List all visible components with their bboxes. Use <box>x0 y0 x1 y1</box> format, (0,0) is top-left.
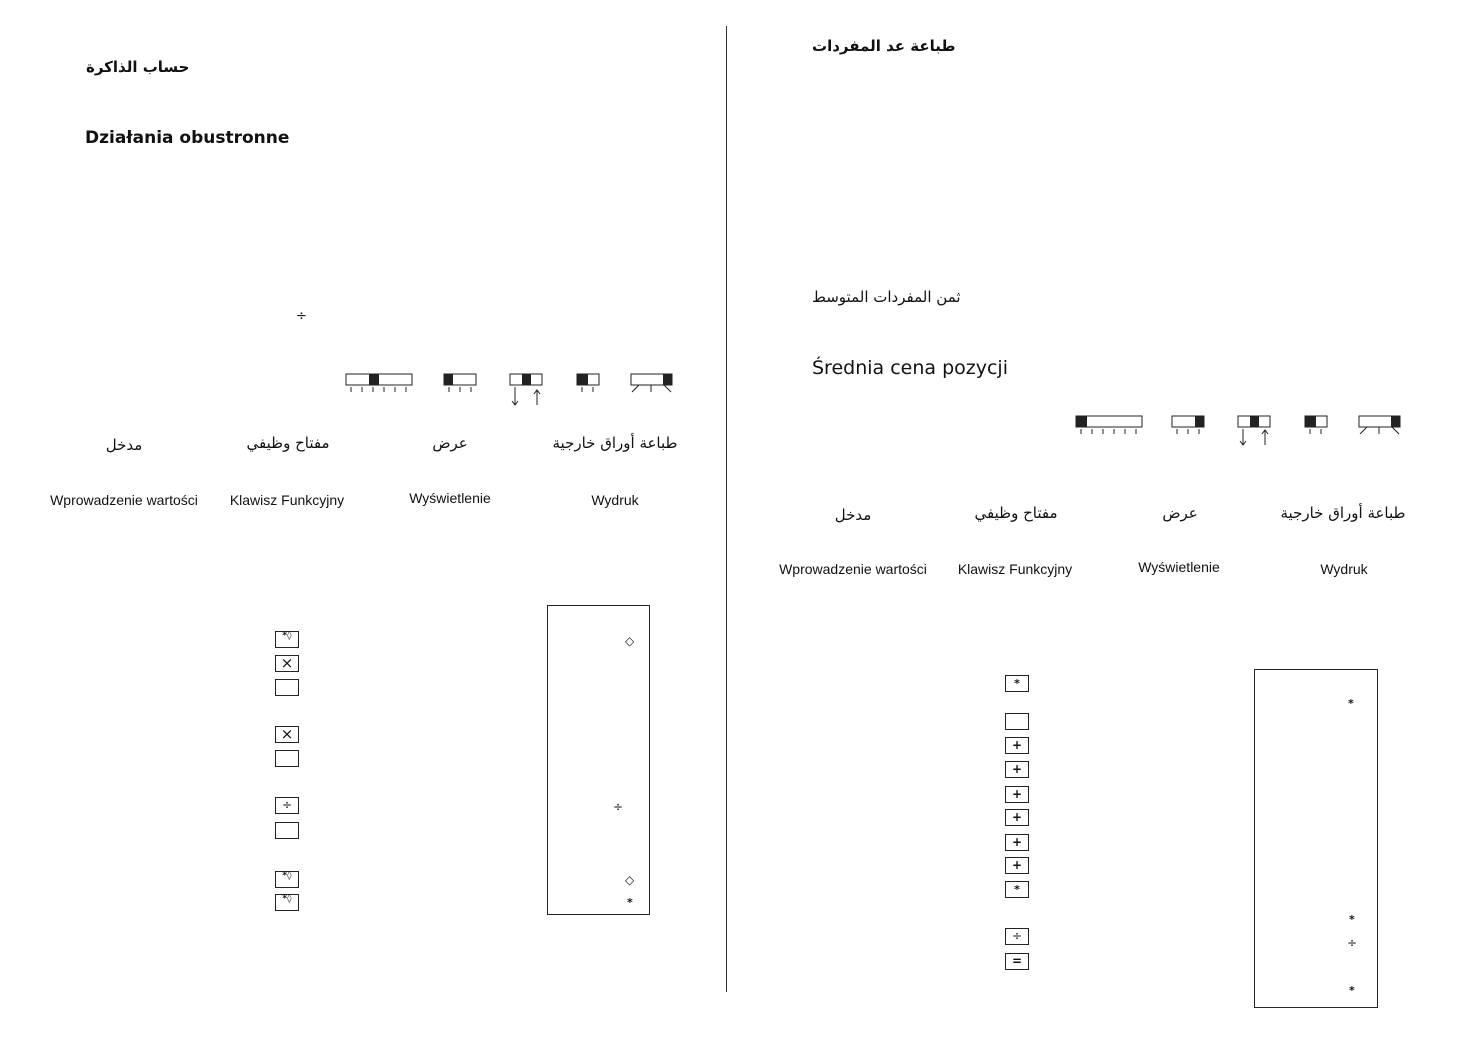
print-switch-icon <box>577 374 599 392</box>
decimal-selector-switch-icon <box>1076 416 1142 434</box>
left-title-arabic: حساب الذاكرة <box>86 58 190 76</box>
right-title-arabic: طباعة عد المفردات <box>812 37 956 55</box>
right-tape-symbol-2: * <box>1349 913 1355 926</box>
left-divide-symbol: ÷ <box>296 309 307 324</box>
decimal-selector-switch-icon <box>346 374 412 392</box>
right-header-display-pl: Wyświetlenie <box>1138 559 1220 575</box>
right-header-function-key-pl: Klawisz Funkcyjny <box>957 561 1073 577</box>
left-key-7 <box>275 822 299 839</box>
left-key-1: *◊ <box>275 631 299 648</box>
left-header-input-pl: Wprowadzenie wartości <box>50 492 198 508</box>
page-divider <box>726 26 727 992</box>
right-header-input-ar: مدخل <box>834 506 872 524</box>
right-tape-symbol-4: * <box>1349 984 1355 997</box>
right-key-1: * <box>1005 675 1029 692</box>
left-switch-diagrams <box>340 370 680 410</box>
right-subtitle-arabic: ثمن المفردات المتوسط <box>812 288 961 306</box>
left-print-tape <box>547 605 650 915</box>
left-header-display-ar: عرض <box>432 434 468 452</box>
rounding-switch-icon <box>1238 416 1270 445</box>
right-tape-symbol-1: * <box>1348 697 1354 710</box>
left-key-2: × <box>275 655 299 672</box>
left-tape-symbol-4: * <box>627 896 633 909</box>
right-switch-diagrams <box>1070 412 1410 452</box>
right-tape-symbol-3: ÷ <box>1347 936 1358 950</box>
right-header-print-ar: طباعة أوراق خارجية <box>1280 504 1406 522</box>
print-switch-icon <box>1305 416 1327 434</box>
left-tape-symbol-3: ◇ <box>625 873 635 887</box>
left-header-function-key-pl: Klawisz Funkcyjny <box>229 492 345 508</box>
left-tape-symbol-2: ÷ <box>613 800 624 814</box>
left-key-5 <box>275 750 299 767</box>
right-header-input-pl: Wprowadzenie wartości <box>779 561 927 577</box>
left-header-input-ar: مدخل <box>105 436 143 454</box>
right-key-5: + <box>1005 786 1029 803</box>
right-key-4: + <box>1005 761 1029 778</box>
right-key-10: ÷ <box>1005 928 1029 945</box>
right-title-polish: Średnia cena pozycji <box>812 357 1008 379</box>
left-header-print-pl: Wydruk <box>591 492 639 508</box>
right-key-11: = <box>1005 953 1029 970</box>
right-key-2 <box>1005 713 1029 730</box>
left-key-3 <box>275 679 299 696</box>
right-key-9: * <box>1005 881 1029 898</box>
right-header-display-ar: عرض <box>1162 504 1198 522</box>
right-key-7: + <box>1005 834 1029 851</box>
right-key-6: + <box>1005 809 1029 826</box>
rounding-switch-icon <box>510 374 542 405</box>
left-key-6: ÷ <box>275 797 299 814</box>
left-header-print-ar: طباعة أوراق خارجية <box>552 434 678 452</box>
left-key-4: × <box>275 726 299 743</box>
right-key-8: + <box>1005 857 1029 874</box>
left-key-9: *◊ <box>275 894 299 911</box>
right-print-tape <box>1254 669 1378 1008</box>
right-key-3: + <box>1005 737 1029 754</box>
left-header-function-key-ar: مفتاح وظيفي <box>246 434 330 452</box>
left-tape-symbol-1: ◇ <box>625 634 635 648</box>
mode-switch-icon <box>444 374 476 392</box>
right-header-function-key-ar: مفتاح وظيفي <box>974 504 1058 522</box>
left-header-display-pl: Wyświetlenie <box>409 490 491 506</box>
left-title-polish: Działania obustronne <box>85 128 290 148</box>
on-off-switch-icon <box>1359 416 1400 434</box>
right-header-print-pl: Wydruk <box>1320 561 1368 577</box>
left-key-8: *◊ <box>275 871 299 888</box>
on-off-switch-icon <box>631 374 672 392</box>
mode-switch-icon <box>1172 416 1204 434</box>
